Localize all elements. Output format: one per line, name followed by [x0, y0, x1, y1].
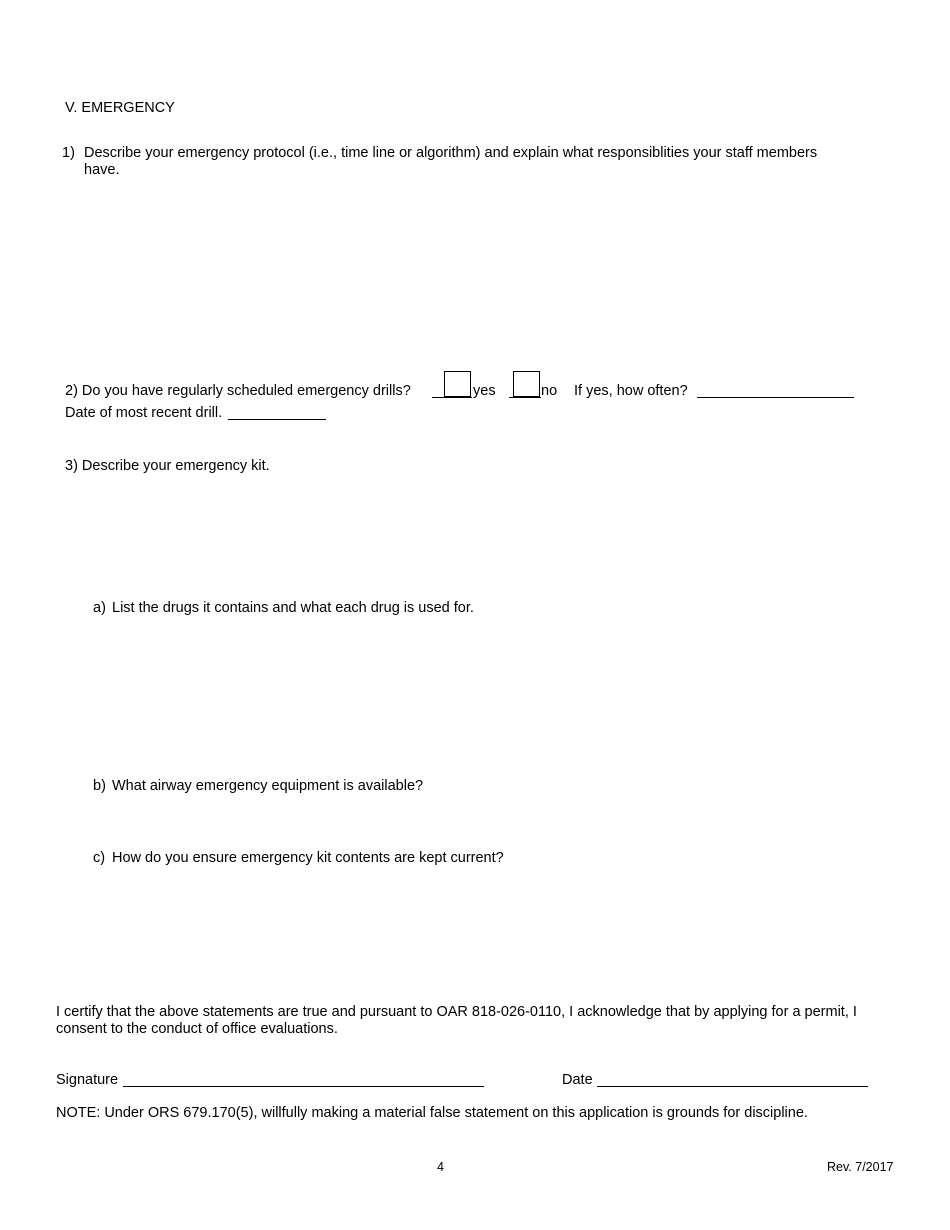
q3b-answer-area[interactable]	[112, 800, 852, 840]
q1-number: 1)	[62, 145, 75, 161]
q3a-answer-area[interactable]	[112, 625, 852, 765]
yes-checkbox[interactable]	[444, 371, 471, 397]
q1-text: Describe your emergency protocol (i.e., time line or algorithm) and explain what responsiblities your staff members have.	[84, 145, 818, 178]
recent-drill-field[interactable]	[228, 405, 326, 420]
recent-drill-label: Date of most recent drill.	[65, 405, 223, 421]
q3-text: 3) Describe your emergency kit.	[65, 458, 270, 474]
q3c-answer-area[interactable]	[112, 875, 852, 985]
date-field[interactable]	[597, 1072, 868, 1087]
page-number: 4	[437, 1160, 444, 1174]
no-label: no	[541, 383, 558, 399]
q3c-number: c)	[93, 850, 106, 866]
note-text: NOTE: Under ORS 679.170(5), willfully making a material false statement on this application is grounds for discipline.	[56, 1105, 808, 1121]
q3b-number: b)	[93, 778, 106, 794]
certification-text: I certify that the above statements are true and pursuant to OAR 818-026-0110, I acknowledge that by applying for a permit, I consent to the conduct of office evaluations.	[56, 1004, 857, 1037]
q3b-text: What airway emergency equipment is available?	[112, 778, 424, 794]
no-checkbox[interactable]	[513, 371, 540, 397]
signature-label: Signature	[56, 1072, 119, 1088]
how-often-field[interactable]	[697, 383, 854, 398]
q3a-text: List the drugs it contains and what each drug is used for.	[112, 600, 474, 616]
revision-label: Rev. 7/2017	[827, 1160, 894, 1174]
how-often-label: If yes, how often?	[574, 383, 688, 399]
q1-answer-area[interactable]	[84, 190, 864, 350]
q2-question: 2) Do you have regularly scheduled emergency drills?	[65, 383, 411, 399]
yes-label: yes	[473, 383, 496, 399]
q3-answer-area[interactable]	[87, 480, 857, 590]
date-label: Date	[562, 1072, 593, 1088]
signature-field[interactable]	[123, 1072, 484, 1087]
section-title: V. EMERGENCY	[65, 100, 175, 116]
q3c-text: How do you ensure emergency kit contents are kept current?	[112, 850, 504, 866]
q3a-number: a)	[93, 600, 106, 616]
